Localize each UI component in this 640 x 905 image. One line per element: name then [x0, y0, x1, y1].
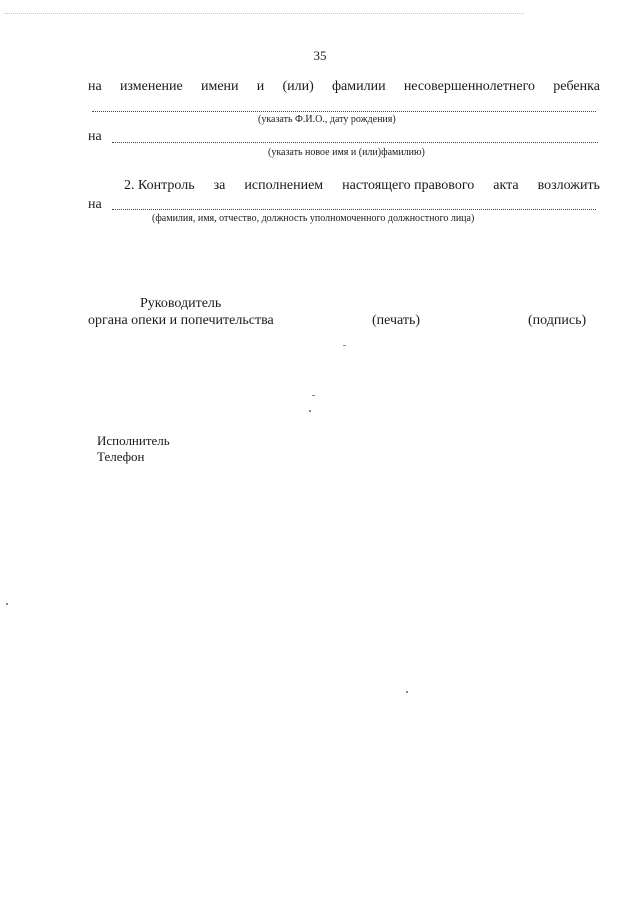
paragraph1-word: на	[88, 79, 102, 94]
new-name-caption: (указать новое имя и (или)фамилию)	[268, 147, 425, 158]
paragraph1-word: ребенка	[553, 79, 600, 94]
paragraph1-line	[88, 78, 600, 96]
scan-speck	[312, 395, 315, 396]
scan-speck	[343, 345, 346, 346]
paragraph2-word: 2. Контроль	[124, 178, 195, 193]
paragraph1-word: и	[256, 79, 265, 94]
phone-label: Телефон	[97, 449, 145, 464]
signature-title-line2: органа опеки и попечительства	[88, 313, 274, 328]
sign-placeholder: (подпись)	[528, 313, 587, 328]
stamp-placeholder: (печать)	[372, 313, 421, 328]
paragraph1-word: изменение	[119, 79, 183, 94]
paragraph1-word: имени	[200, 79, 239, 94]
scan-edge-line	[4, 13, 524, 14]
paragraph1-word: несовершеннолетнего	[403, 79, 536, 94]
fio-caption: (указать Ф.И.О., дату рождения)	[258, 114, 396, 125]
page-number: 35	[313, 48, 327, 63]
paragraph2-line	[124, 177, 600, 195]
scan-speck	[309, 410, 311, 412]
na-label: на	[88, 129, 102, 144]
paragraph2-word: возложить	[537, 178, 600, 193]
executor-label: Исполнитель	[97, 433, 170, 448]
official-caption: (фамилия, имя, отчество, должность уполномоченного должностного лица)	[152, 213, 475, 224]
na-label-2: на	[88, 197, 102, 212]
paragraph2-word: акта	[493, 178, 519, 193]
new-name-fill-line	[112, 142, 598, 143]
paragraph2-word: исполнением	[244, 178, 324, 193]
paragraph2-word: за	[213, 178, 226, 193]
scan-speck	[406, 691, 408, 693]
official-fill-line	[112, 209, 596, 210]
scan-speck	[6, 603, 8, 605]
signature-title-line1: Руководитель	[140, 296, 222, 311]
paragraph1-word: фамилии	[331, 79, 386, 94]
paragraph1-word: (или)	[282, 79, 314, 94]
fio-fill-line	[92, 111, 596, 112]
paragraph2-word: настоящего правового	[342, 178, 475, 193]
